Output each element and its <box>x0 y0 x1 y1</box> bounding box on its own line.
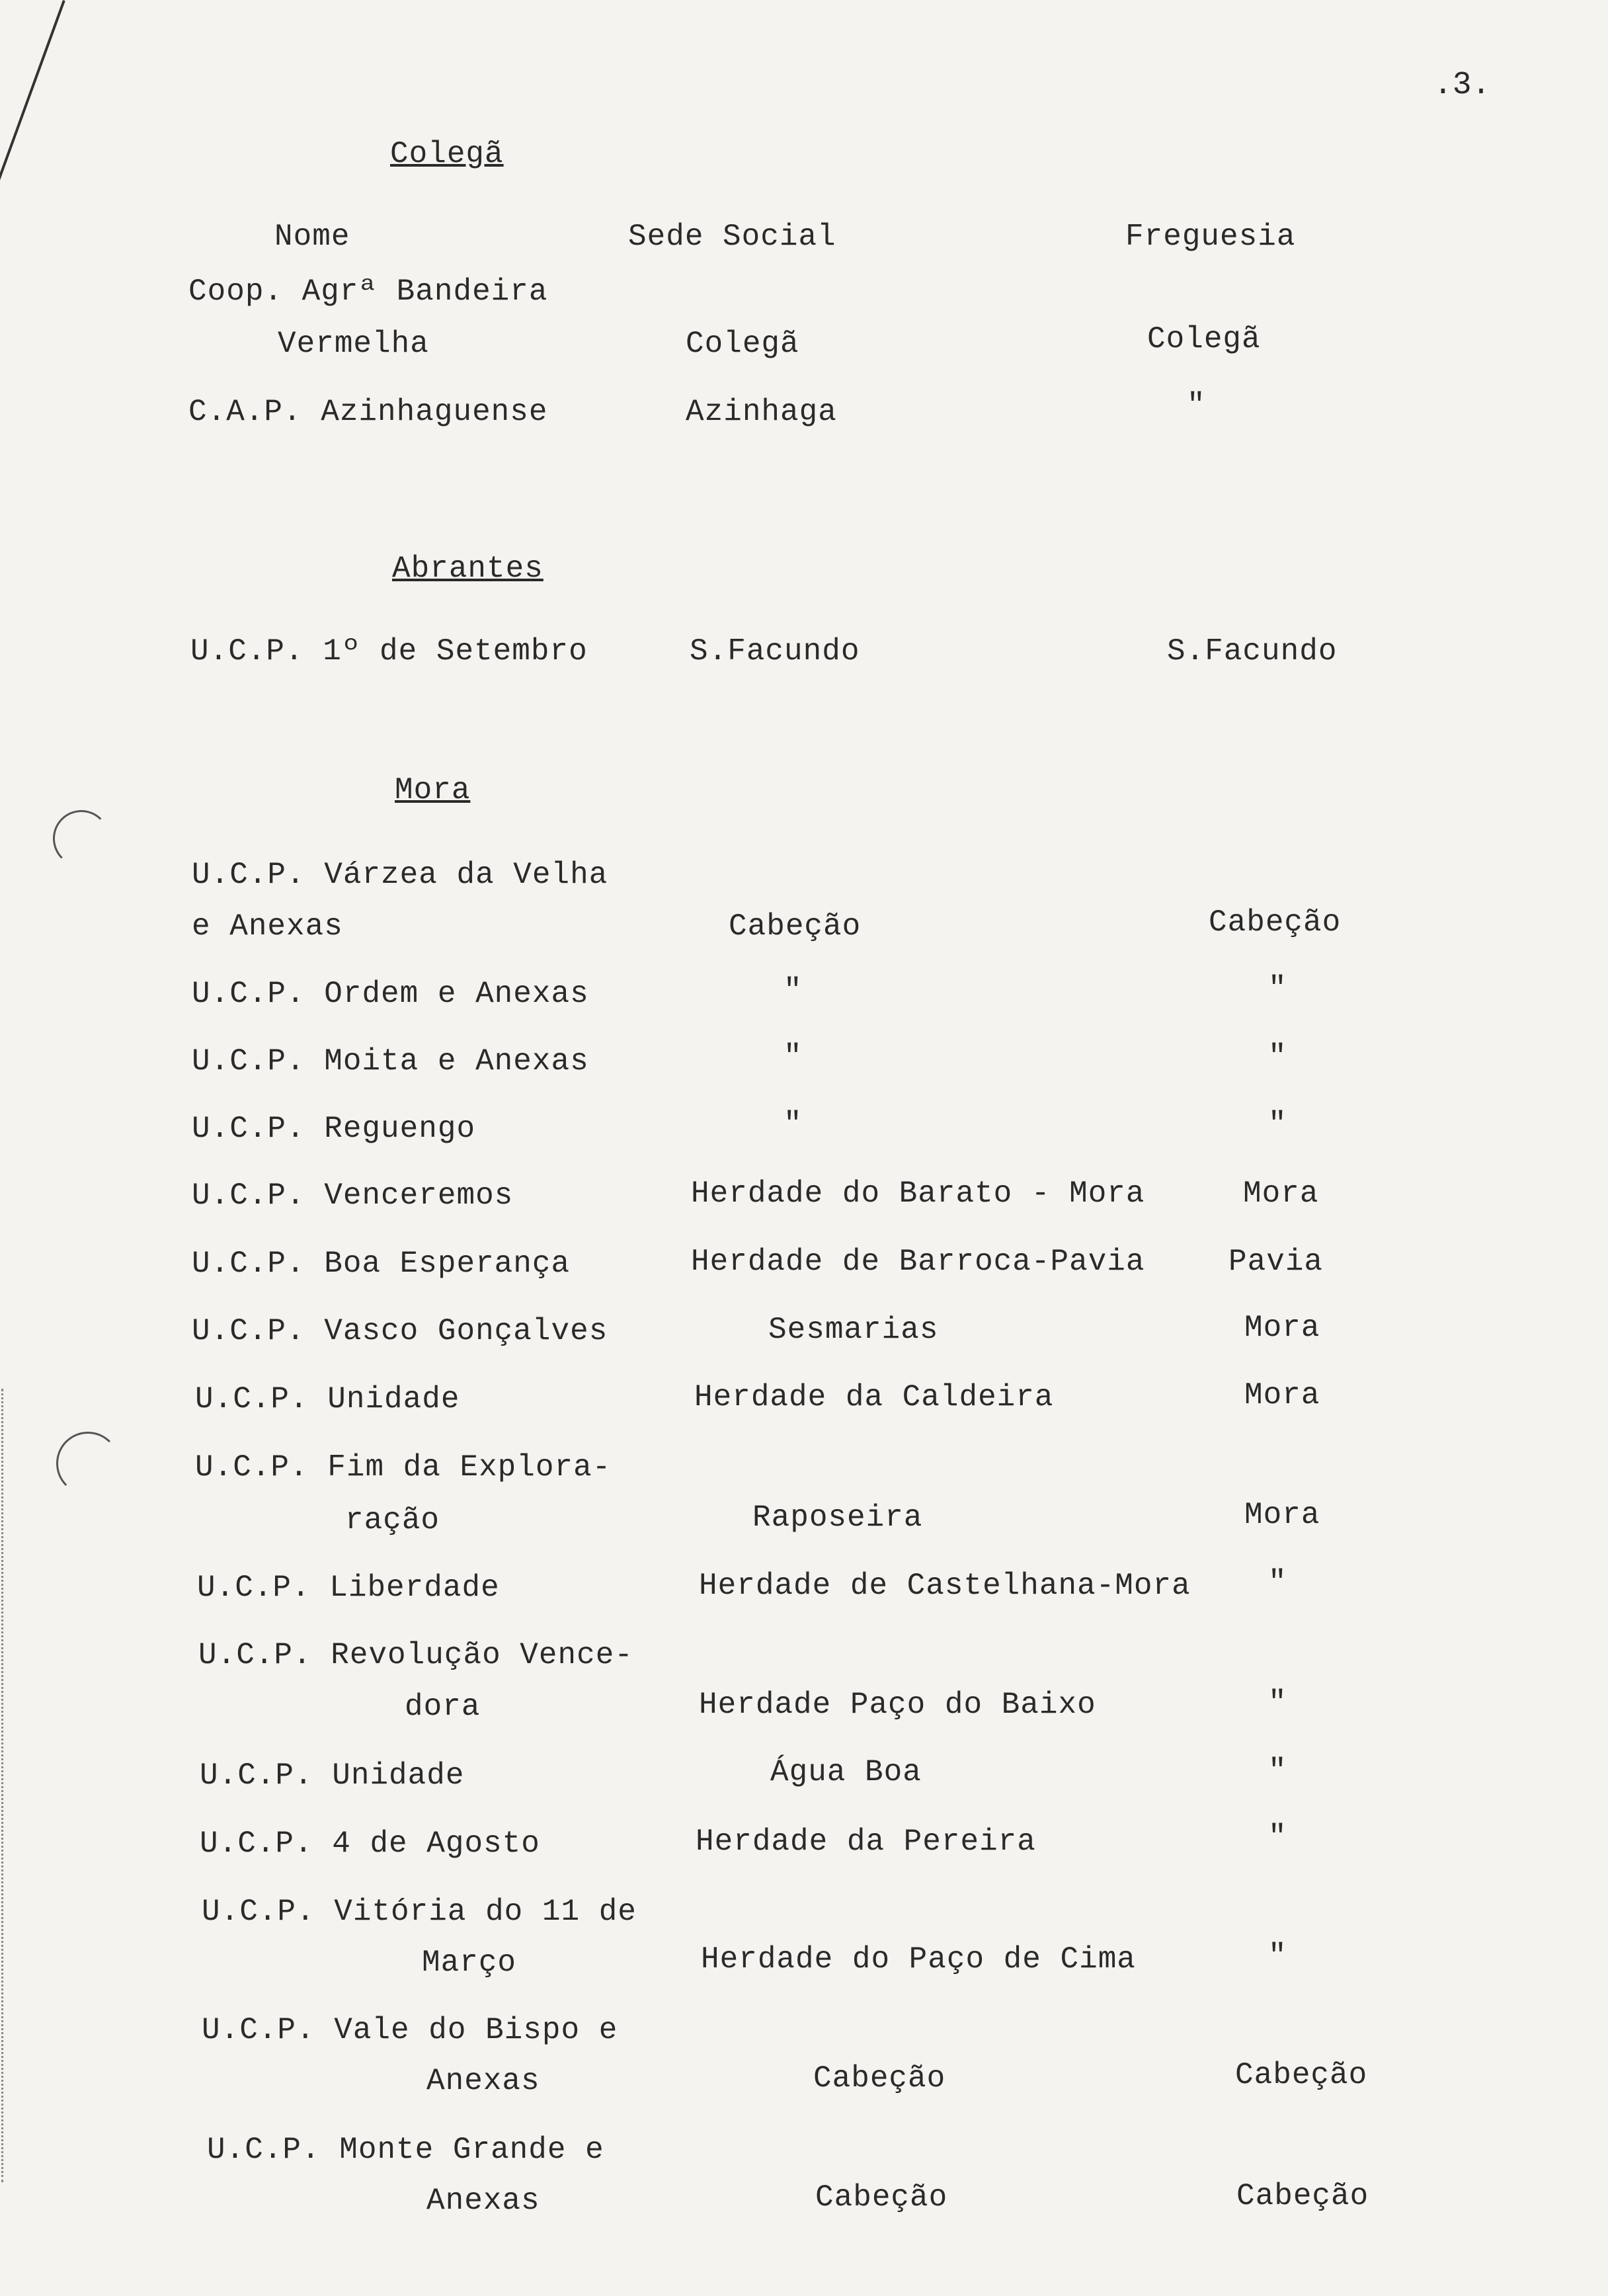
row-nome-line1: Coop. Agrª Bandeira <box>188 274 548 309</box>
row-freguesia: " <box>1268 1754 1287 1788</box>
row-freguesia: Colegã <box>1147 322 1261 356</box>
row-nome-line2: Anexas <box>426 2184 540 2218</box>
row-nome-line1: U.C.P. Ordem e Anexas <box>192 977 589 1011</box>
row-nome-line1: U.C.P. Boa Esperança <box>192 1247 571 1281</box>
row-nome-line2: Vermelha <box>278 327 429 361</box>
binder-hole-arc-top <box>53 810 110 867</box>
column-header-freguesia: Freguesia <box>1125 220 1296 254</box>
column-header-sede-social: Sede Social <box>628 220 836 254</box>
row-freguesia: Mora <box>1244 1311 1320 1345</box>
row-sede: Cabeção <box>729 909 862 944</box>
row-sede: Herdade do Barato - Mora <box>691 1176 1145 1211</box>
row-freguesia: S.Facundo <box>1167 634 1338 669</box>
row-freguesia: Mora <box>1244 1378 1320 1413</box>
row-nome-line1: U.C.P. Reguengo <box>192 1112 476 1146</box>
row-nome-line1: U.C.P. Unidade <box>195 1382 460 1416</box>
row-sede: " <box>784 1107 803 1141</box>
row-freguesia: " <box>1268 1107 1287 1141</box>
row-nome-line1: U.C.P. Moita e Anexas <box>192 1044 589 1079</box>
row-nome-line1: U.C.P. Vasco Gonçalves <box>192 1314 608 1348</box>
row-nome-line2: Anexas <box>426 2064 540 2098</box>
row-nome-line1: U.C.P. Fim da Explora- <box>195 1450 612 1485</box>
row-nome-line2: e Anexas <box>192 909 343 944</box>
row-freguesia: " <box>1268 971 1287 1006</box>
row-sede: Herdade de Barroca-Pavia <box>691 1245 1145 1279</box>
row-nome-line1: U.C.P. Revolução Vence- <box>198 1638 633 1672</box>
section-title-colega: Colegã <box>390 137 504 171</box>
page-number: .3. <box>1433 67 1491 103</box>
row-nome-line1: U.C.P. Monte Grande e <box>207 2133 604 2167</box>
row-sede: " <box>784 1040 803 1074</box>
row-sede: Cabeção <box>815 2180 948 2215</box>
column-header-nome: Nome <box>274 220 350 254</box>
row-nome-line1: U.C.P. 4 de Agosto <box>200 1826 540 1861</box>
row-nome-line1: U.C.P. 1º de Setembro <box>190 634 588 669</box>
pen-stroke-mark <box>0 0 65 187</box>
row-nome-line1: U.C.P. Liberdade <box>197 1571 500 1605</box>
row-freguesia: Cabeção <box>1236 2179 1369 2213</box>
row-freguesia: " <box>1268 1686 1287 1720</box>
row-nome-line1: U.C.P. Unidade <box>200 1758 465 1793</box>
row-sede: Herdade de Castelhana-Mora <box>699 1569 1191 1603</box>
row-sede: Herdade da Pereira <box>696 1824 1036 1859</box>
row-freguesia: " <box>1268 1565 1287 1600</box>
row-sede: Raposeira <box>752 1500 923 1535</box>
row-nome-line2: ração <box>345 1503 440 1538</box>
row-freguesia: Mora <box>1243 1176 1319 1211</box>
row-freguesia: Mora <box>1244 1498 1320 1532</box>
row-freguesia: Pavia <box>1228 1245 1324 1279</box>
row-sede: " <box>784 973 803 1008</box>
row-nome-line1: U.C.P. Várzea da Velha <box>192 858 608 892</box>
perforation-line <box>1 1389 3 2182</box>
binder-hole-arc-bottom <box>56 1432 120 1495</box>
row-sede: Herdade da Caldeira <box>694 1380 1054 1414</box>
row-nome-line1: U.C.P. Venceremos <box>192 1178 514 1213</box>
row-freguesia: " <box>1268 1820 1287 1854</box>
row-freguesia: Cabeção <box>1209 905 1342 940</box>
row-sede: Azinhaga <box>686 395 837 429</box>
row-sede: S.Facundo <box>690 634 860 669</box>
section-title-abrantes: Abrantes <box>392 552 543 586</box>
row-sede: Herdade Paço do Baixo <box>699 1688 1096 1722</box>
row-sede: Colegã <box>686 327 799 361</box>
row-freguesia: " <box>1268 1939 1287 1973</box>
row-freguesia: " <box>1268 1040 1287 1074</box>
row-freguesia: Cabeção <box>1235 2058 1368 2092</box>
row-nome-line2: Março <box>422 1946 517 1980</box>
row-sede: Cabeção <box>813 2061 946 2096</box>
row-sede: Herdade do Paço de Cima <box>701 1942 1136 1977</box>
row-freguesia: " <box>1187 388 1206 423</box>
row-nome-line1: U.C.P. Vitória do 11 de <box>202 1895 637 1929</box>
section-title-mora: Mora <box>395 773 471 807</box>
row-sede: Sesmarias <box>768 1313 939 1347</box>
row-nome-line2: dora <box>405 1690 481 1724</box>
row-nome-line1: C.A.P. Azinhaguense <box>188 395 548 429</box>
row-nome-line1: U.C.P. Vale do Bispo e <box>202 2013 618 2047</box>
row-sede: Água Boa <box>770 1755 922 1789</box>
